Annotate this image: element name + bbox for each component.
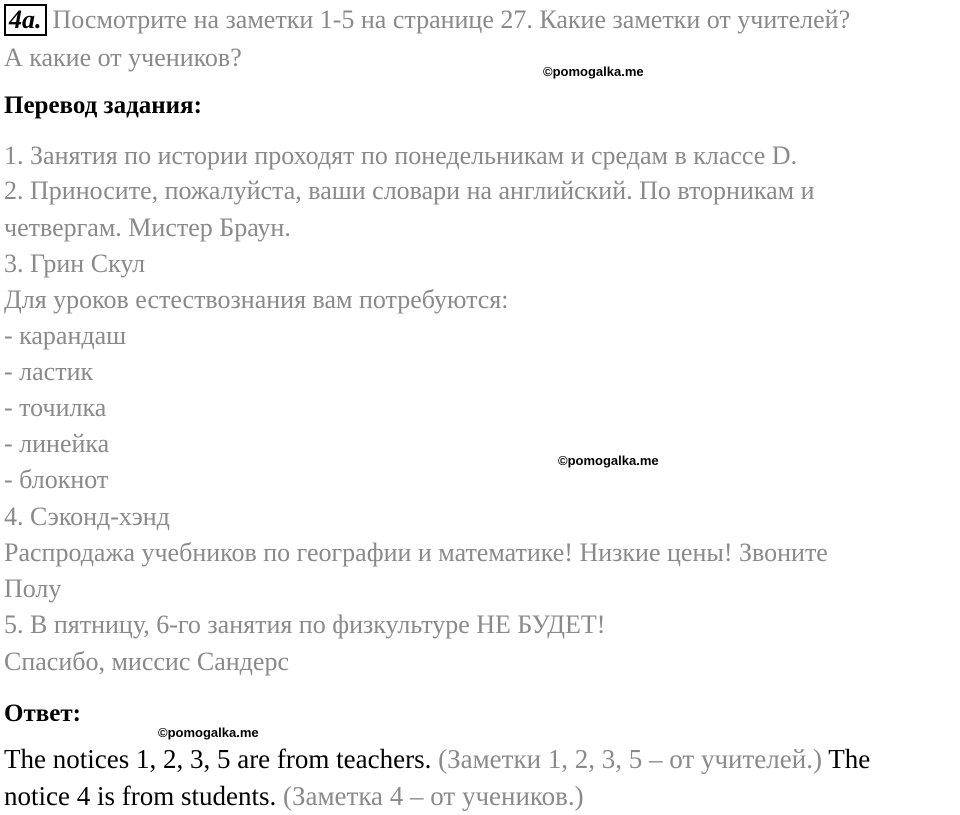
translation-heading: Перевод задания: [4,92,202,119]
task-question-line-2: А какие от учеников? [4,43,242,72]
translation-line: - линейка [4,429,110,458]
task-question-text: Посмотрите на заметки 1-5 на странице 27. Какие заметки от учителей? [52,5,851,34]
translation-line: - точилка [4,393,107,422]
answer-line-2 [4,777,584,815]
watermark: ©pomogalka.me [558,453,659,468]
translation-line: - карандаш [4,321,127,350]
translation-line: Распродажа учебников по географии и математике! Низкие цены! Звоните [4,538,828,567]
answer-heading: Ответ: [4,700,81,727]
translation-line: четвергам. Мистер Браун. [4,213,291,242]
translation-line: 2. Приносите, пожалуйста, ваши словари на английский. По вторникам и [4,176,815,205]
answer-russian-text: (Заметки 1, 2, 3, 5 – от учителей.) [438,744,822,774]
watermark: ©pomogalka.me [543,64,644,79]
translation-line: - ластик [4,357,94,386]
translation-line: 1. Занятия по истории проходят по понедельникам и средам в классе D. [4,141,798,170]
translation-line: 4. Сэконд-хэнд [4,502,170,531]
answer-line-1 [4,740,870,778]
translation-line: Спасибо, миссис Сандерс [4,647,289,676]
translation-line: 3. Грин Скул [4,249,146,278]
task-number-badge: 4a. [4,4,47,36]
answer-russian-text: (Заметка 4 – от учеников.) [282,781,584,811]
translation-line: Полу [4,574,62,603]
translation-line: - блокнот [4,465,109,494]
answer-english-text: notice 4 is from students. [4,781,277,811]
translation-line: 5. В пятницу, 6-го занятия по физкультуре НЕ БУДЕТ! [4,610,606,639]
answer-english-text: The [828,744,871,774]
watermark: ©pomogalka.me [158,725,259,740]
task-question-line-1 [4,2,850,38]
answer-english-text: The notices 1, 2, 3, 5 are from teachers. [4,744,432,774]
translation-line: Для уроков естествознания вам потребуются: [4,285,509,314]
